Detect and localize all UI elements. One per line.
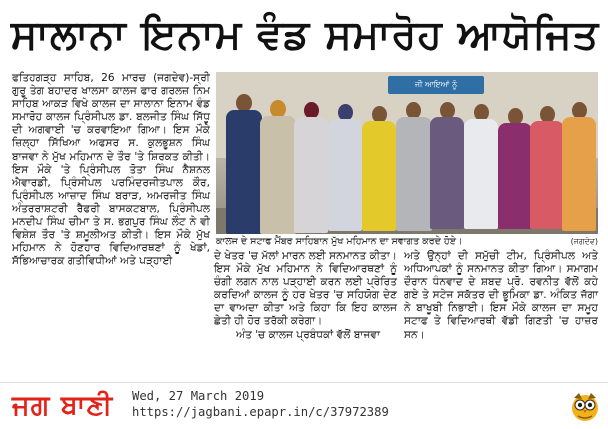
footer-meta — [132, 388, 389, 420]
publication-date: Wed, 27 March 2019 — [132, 389, 265, 403]
footer-divider — [0, 382, 608, 383]
news-photo[interactable] — [216, 72, 598, 234]
owl-icon[interactable] — [570, 390, 600, 422]
article-text-left: ਫਤਿਹਗੜ੍ਹ ਸਾਹਿਬ, 26 ਮਾਰਚ (ਜਗਦੇਵ)-ਸ੍ਰੀ ਗੁਰੂ ਤੇਗ ਬਹਾਦਰ ਖਾਲਸਾ ਕਾਲਜ ਫਾਰ ਗਰਲਜ਼ ਨਿਮ ਸਾਹਿਬ ਆਕੜ ਵਿਖੇ ਕਾਲਜ ਦਾ ਸਾਲਾਨਾ ਇਨਾਮ ਵੰਡ ਸਮਾਰੋਹ ਕਾਲਜ ਪ੍ਰਿੰਸੀਪਲ ਡਾ. ਬਲਜੀਤ ਸਿੰਘ ਸਿੱਧੂ ਦੀ ਅਗਵਾਈ 'ਚ ਕਰਵਾਇਆ ਗਿਆ। ਇਸ ਮੌਕੇ ਜ਼ਿਲ੍ਹਾ ਸਿੱਖਿਆ ਅਫਸਰ ਸ. ਕੁਲਭੂਸ਼ਨ ਸਿੰਘ ਬਾਜਵਾ ਨੇ ਮੁੱਖ ਮਹਿਮਾਨ ਦੇ ਤੌਰ 'ਤੇ ਸ਼ਿਰਕਤ ਕੀਤੀ। ਇਸ ਮੌਕੇ 'ਤੇ ਪ੍ਰਿੰਸੀਪਲ ਤੋਤਾ ਸਿੰਘ ਨੈਸ਼ਨਲ ਐਵਾਰਡੀ, ਪ੍ਰਿੰਸੀਪਲ ਪਰਮਿੰਦਰਜੀਤਪਾਲ ਕੌਰ, ਪ੍ਰਿੰਸੀਪਲ ਆਜ਼ਾਦ ਸਿੰਘ ਬਰਾੜ, ਅਮਰਜੀਤ ਸਿੰਘ ਅੰਤਰਰਾਸ਼ਟਰੀ ਰੈਫਰੀ ਬਾਸਕਟਬਾਲ, ਪ੍ਰਿੰਸੀਪਲ ਮਨਦੀਪ ਸਿੰਘ ਚੀਮਾ ਤੇ ਸ. ਭਗਪੁਰ ਸਿੰਘ ਲੌਟ ਨੇ ਵੀ ਵਿਸ਼ੇਸ਼ ਤੌਰ 'ਤੇ ਸ਼ਮੂਲੀਅਤ ਕੀਤੀ। ਇਸ ਮੌਕੇ ਮੁੱਖ ਮਹਿਮਾਨ ਨੇ ਹੋਣਹਾਰ ਵਿਦਿਆਰਥਣਾਂ ਨੂੰ ਖੇਡਾਂ, ਸੱਭਿਆਚਾਰਕ ਗਤੀਵਿਧੀਆਂ ਅਤੇ ਪੜ੍ਹਾਈ — [12, 72, 210, 268]
article-text-right: ਅਤੇ ਉਨ੍ਹਾਂ ਦੀ ਸਮੁੱਚੀ ਟੀਮ, ਪ੍ਰਿੰਸੀਪਲ ਅਤੇ ਅਧਿਆਪਕਾਂ ਨੂੰ ਸਨਮਾਨਤ ਕੀਤਾ ਗਿਆ। ਸਮਾਗਮ ਦੌਰਾਨ ਧੰਨਵਾਦ ਦੇ ਸ਼ਬਦ ਪ੍ਰੋ. ਰਵਨੀਤ ਵੱਲੋਂ ਕਹੇ ਗਏ ਤੇ ਸਟੇਜ ਸਕੱਤਰ ਦੀ ਭੂਮਿਕਾ ਡਾ. ਅੰਕਿਤ ਜੱਗਾ ਨੇ ਬਾਖੂਬੀ ਨਿਭਾਈ। ਇਸ ਮੌਕੇ ਕਾਲਜ ਦਾ ਸਮੂਹ ਸਟਾਫ ਤੇ ਵਿਦਿਆਰਥੀ ਵੱਡੀ ਗਿਣਤੀ 'ਚ ਹਾਜ਼ਰ ਸਨ। — [404, 250, 598, 341]
photo-caption — [216, 236, 598, 248]
photo-caption-text: ਕਾਲਜ ਦੇ ਸਟਾਫ ਮੈਂਬਰ ਸਾਹਿਬਾਨ ਮੁੱਖ ਮਹਿਮਾਨ ਦਾ ਸਵਾਗਤ ਕਰਦੇ ਹੋਏ। — [216, 236, 463, 247]
jagbani-logo[interactable]: ਜਗ ਬਾਣੀ — [12, 390, 114, 421]
article-left-column — [12, 72, 210, 268]
article-text-middle-2: ਅੰਤ 'ਚ ਕਾਲਜ ਪ੍ਰਬੰਧਕਾਂ ਵੱਲੋਂ ਬਾਜਵਾ — [236, 328, 381, 341]
article-middle-column — [214, 250, 397, 342]
epaper-url[interactable]: https://jagbani.epapr.in/c/37972389 — [132, 405, 389, 419]
headline: ਸਾਲਾਨਾ ਇਨਾਮ ਵੰਡ ਸਮਾਰੋਹ ਆਯੋਜਿਤ — [10, 12, 600, 58]
article-text-middle: ਦੇ ਖੇਤਰ 'ਚ ਮੱਲਾਂ ਮਾਰਨ ਲਈ ਸਨਮਾਨਤ ਕੀਤਾ। ਇਸ ਮੌਕੇ ਮੁੱਖ ਮਹਿਮਾਨ ਨੇ ਵਿਦਿਆਰਥਣਾਂ ਨੂੰ ਚੰਗੀ ਲਗਨ ਨਾਲ ਪੜ੍ਹਾਈ ਕਰਨ ਲਈ ਪ੍ਰੇਰਿਤ ਕਰਦਿਆਂ ਕਾਲਜ ਨੂੰ ਹਰ ਖੇਤਰ 'ਚ ਸਹਿਯੋਗ ਦੇਣ ਦਾ ਵਾਅਦਾ ਕੀਤਾ ਅਤੇ ਕਿਹਾ ਕਿ ਇਹ ਕਾਲਜ ਛੇਤੀ ਹੀ ਹੋਰ ਤਰੱਕੀ ਕਰੇਗਾ। — [214, 250, 397, 328]
article-right-column — [404, 250, 598, 342]
photo-credit: (ਜਗਦੇਵ) — [570, 237, 598, 246]
photo-welcome-banner: ਜੀ ਆਇਆਂ ਨੂੰ — [388, 76, 484, 94]
